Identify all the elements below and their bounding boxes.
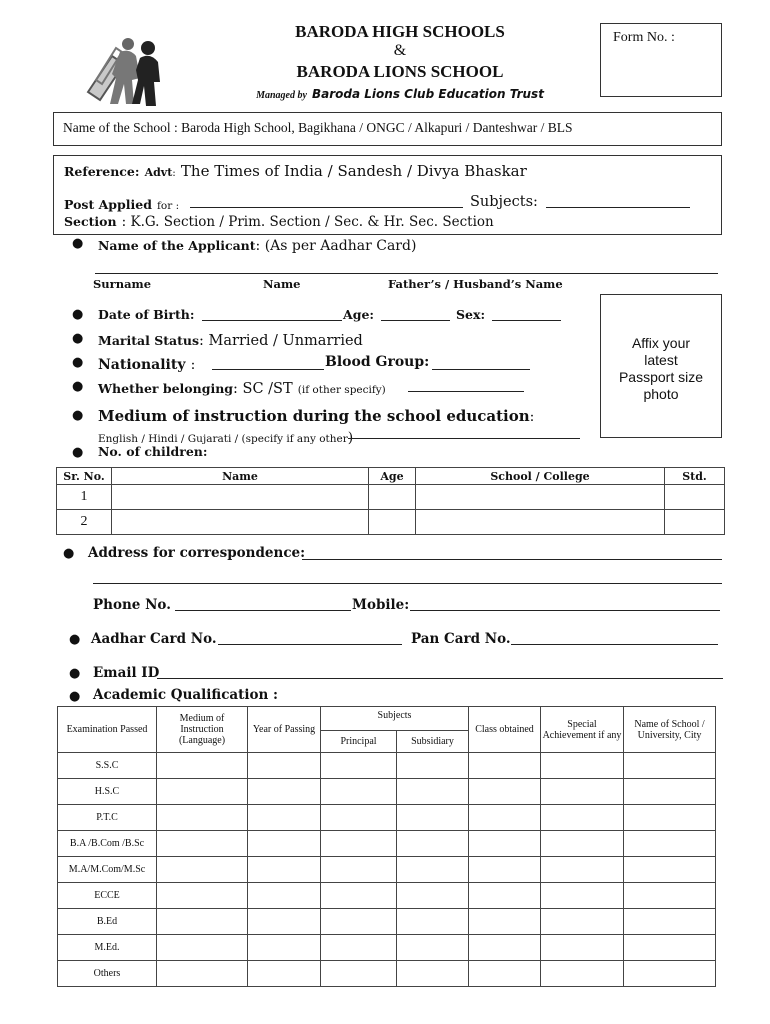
dob-label: Date of Birth: xyxy=(98,307,195,322)
school-name-text: Name of the School : Baroda High School, Bagikhana / ONGC / Alkapuri / Danteshwar / BLS xyxy=(63,120,573,135)
pan-label: Pan Card No. xyxy=(411,631,511,647)
exam-name: B.Ed xyxy=(58,909,157,935)
col-std: Std. xyxy=(665,468,725,485)
age-field[interactable] xyxy=(381,320,450,321)
child-school-cell[interactable] xyxy=(416,510,665,535)
email-field[interactable] xyxy=(157,678,723,679)
mobile-label: Mobile: xyxy=(352,597,410,613)
school-name-box xyxy=(53,112,722,146)
col-special-achievement: Special Achievement if any xyxy=(541,707,624,753)
subjects-field[interactable] xyxy=(546,207,690,208)
bullet: ● xyxy=(72,379,84,394)
marital-status-label: Marital Status xyxy=(98,333,200,348)
table-row xyxy=(57,485,725,510)
mobile-field[interactable] xyxy=(410,610,720,611)
post-for-label: for : xyxy=(157,200,180,212)
marital-status-options: : Married / Unmarried xyxy=(199,333,363,349)
child-std-cell[interactable] xyxy=(665,485,725,510)
post-applied-field[interactable] xyxy=(190,207,463,208)
bullet: ● xyxy=(69,689,81,704)
col-class: Class obtained xyxy=(469,707,541,753)
child-age-cell[interactable] xyxy=(369,485,416,510)
child-name-cell[interactable] xyxy=(112,510,369,535)
table-row xyxy=(58,805,716,831)
school-logo xyxy=(82,34,164,108)
section-line xyxy=(64,211,494,230)
address-field-1[interactable] xyxy=(302,559,722,560)
child-name-cell[interactable] xyxy=(112,485,369,510)
belonging-line xyxy=(98,378,386,397)
col-subjects: Subjects xyxy=(321,707,469,731)
medium-options-line: English / Hindi / Gujarati / (specify if any other) xyxy=(98,430,354,446)
bullet: ● xyxy=(69,632,81,647)
nationality-label: Nationality xyxy=(98,357,186,373)
col-school: School / College xyxy=(416,468,665,485)
col-sr-no: Sr. No. xyxy=(57,468,112,485)
medium-other-field[interactable] xyxy=(348,438,580,439)
bullet: ● xyxy=(69,666,81,681)
col-principal: Principal xyxy=(321,731,397,753)
col-school-university: Name of School / University, City xyxy=(624,707,716,753)
form-number-box xyxy=(600,23,722,97)
belonging-field[interactable] xyxy=(408,391,524,392)
school-title-line2: BARODA LIONS SCHOOL xyxy=(296,62,504,81)
bullet: ● xyxy=(63,546,75,561)
child-age-cell[interactable] xyxy=(369,510,416,535)
applicant-name-note: : (As per Aadhar Card) xyxy=(255,238,417,254)
nationality-line: Nationality : xyxy=(98,357,196,373)
medium-label: Medium of instruction during the school education xyxy=(98,407,530,425)
child-school-cell[interactable] xyxy=(416,485,665,510)
reference-label: Reference: xyxy=(64,164,140,179)
pan-field[interactable] xyxy=(511,644,718,645)
advt-colon: : xyxy=(172,167,176,179)
photo-line-3: Passport size xyxy=(618,369,704,385)
marital-status-line xyxy=(98,330,363,349)
aadhar-field[interactable] xyxy=(218,644,402,645)
applicant-name-field[interactable] xyxy=(95,273,718,274)
medium-line: Medium of instruction during the school education: xyxy=(98,407,535,425)
belonging-note: (if other specify) xyxy=(297,384,386,396)
table-row xyxy=(58,831,716,857)
title-ampersand: & xyxy=(393,42,407,59)
dob-field[interactable] xyxy=(202,320,342,321)
name-caption: Name xyxy=(263,277,301,291)
table-row xyxy=(57,510,725,535)
advt-label: Advt xyxy=(144,166,173,179)
belonging-options: : SC /ST xyxy=(233,381,293,397)
exam-name: P.T.C xyxy=(58,805,157,831)
academic-label: Academic Qualification : xyxy=(93,687,279,703)
sex-label: Sex: xyxy=(456,307,486,322)
medium-options: English / Hindi / Gujarati / (specify if any other xyxy=(98,433,348,445)
row-number: 1 xyxy=(57,485,112,510)
applicant-name-label: Name of the Applicant xyxy=(98,238,256,253)
address-label: Address for correspondence: xyxy=(88,545,306,561)
father-husband-caption: Father’s / Husband’s Name xyxy=(388,277,563,291)
form-number-label: Form No. : xyxy=(613,30,675,45)
col-year: Year of Passing xyxy=(248,707,321,753)
exam-name: H.S.C xyxy=(58,779,157,805)
col-examination: Examination Passed xyxy=(58,707,157,753)
bullet: ● xyxy=(72,236,84,251)
reference-line xyxy=(64,161,527,180)
table-row xyxy=(58,935,716,961)
table-row xyxy=(58,909,716,935)
exam-name: S.S.C xyxy=(58,753,157,779)
nationality-field[interactable] xyxy=(212,369,324,370)
photo-line-1: Affix your xyxy=(631,335,691,351)
col-age: Age xyxy=(369,468,416,485)
subjects-label: Subjects: xyxy=(470,194,538,210)
exam-name: ECCE xyxy=(58,883,157,909)
children-label: No. of children: xyxy=(98,444,208,459)
col-name: Name xyxy=(112,468,369,485)
children-table xyxy=(56,467,725,535)
table-row xyxy=(58,857,716,883)
child-std-cell[interactable] xyxy=(665,510,725,535)
section-label: Section xyxy=(64,214,117,229)
section-options: : K.G. Section / Prim. Section / Sec. & Hr. Sec. Section xyxy=(121,214,494,230)
table-row xyxy=(58,883,716,909)
exam-name: B.A /B.Com /B.Sc xyxy=(58,831,157,857)
trust-name: Baroda Lions Club Education Trust xyxy=(312,87,544,101)
photo-line-2: latest xyxy=(644,352,678,368)
table-row xyxy=(58,753,716,779)
photo-box xyxy=(600,294,722,438)
exam-name: M.Ed. xyxy=(58,935,157,961)
school-title-line1: BARODA HIGH SCHOOLS xyxy=(295,22,505,41)
exam-name: Others xyxy=(58,961,157,987)
sex-field[interactable] xyxy=(492,320,561,321)
blood-group-field[interactable] xyxy=(432,369,530,370)
belonging-label: Whether belonging xyxy=(98,381,234,396)
managed-by-line xyxy=(230,83,570,102)
bullet: ● xyxy=(72,307,84,322)
phone-label: Phone No. xyxy=(93,597,171,613)
exam-name: M.A/M.Com/M.Sc xyxy=(58,857,157,883)
table-row xyxy=(58,961,716,987)
bullet: ● xyxy=(72,445,84,460)
table-row xyxy=(58,779,716,805)
phone-field[interactable] xyxy=(175,610,351,611)
bullet: ● xyxy=(72,355,84,370)
applicant-name-line xyxy=(98,235,416,254)
row-number: 2 xyxy=(57,510,112,535)
managed-by-prefix: Managed by xyxy=(256,90,307,101)
bullet: ● xyxy=(72,331,84,346)
surname-caption: Surname xyxy=(93,277,152,291)
col-subsidiary: Subsidiary xyxy=(397,731,469,753)
email-label: Email ID xyxy=(93,665,160,681)
post-applied-label: Post Applied xyxy=(64,197,152,212)
newspaper-options: The Times of India / Sandesh / Divya Bhaskar xyxy=(180,162,527,180)
col-medium: Medium of Instruction (Language) xyxy=(157,707,248,753)
aadhar-label: Aadhar Card No. xyxy=(91,631,217,647)
photo-line-4: photo xyxy=(643,386,679,402)
academic-table xyxy=(57,706,716,987)
blood-group-label: Blood Group: xyxy=(325,354,430,370)
age-label: Age: xyxy=(343,307,375,322)
bullet: ● xyxy=(72,408,84,423)
address-field-2[interactable] xyxy=(93,583,722,584)
